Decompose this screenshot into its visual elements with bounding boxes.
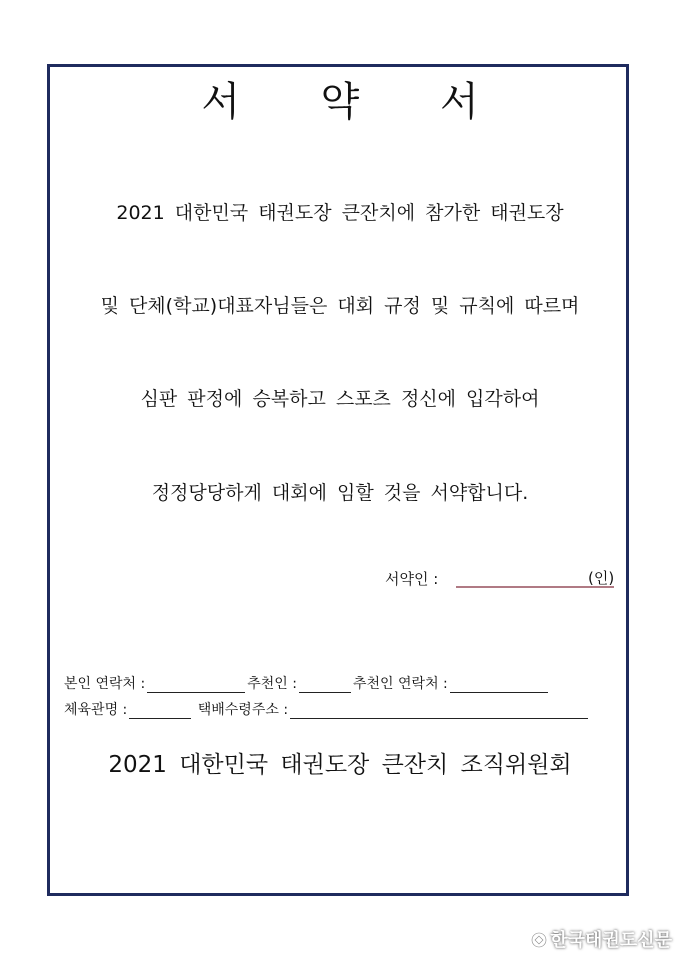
seal-mark: (인) xyxy=(588,569,615,587)
pledge-line-3: 심판 판정에 승복하고 스포츠 정신에 입각하여 xyxy=(140,388,540,410)
recommender-contact-label: 추천인 연락처 : xyxy=(353,676,448,692)
contact-label: 본인 연락처 : xyxy=(64,676,146,692)
gym-name-label: 체육관명 : xyxy=(64,702,128,718)
pledge-line-4: 정정당당하게 대회에 임할 것을 서약합니다. xyxy=(151,482,529,504)
recommender-contact-blank[interactable] xyxy=(450,678,548,693)
fields-row-1 xyxy=(64,673,550,693)
document-title: 서 약 서 xyxy=(201,79,513,125)
contact-blank[interactable] xyxy=(147,678,245,693)
recommender-label: 추천인 : xyxy=(247,676,297,692)
watermark-text: 한국태권도신문 xyxy=(550,930,672,951)
recommender-blank[interactable] xyxy=(299,678,351,693)
organizer-name: 2021 대한민국 태권도장 큰잔치 조직위원회 xyxy=(108,752,572,778)
pledge-line-2: 및 단체(학교)대표자님들은 대회 규정 및 규칙에 따르며 xyxy=(100,295,580,317)
delivery-address-blank[interactable] xyxy=(290,704,588,719)
gym-name-blank[interactable] xyxy=(129,704,191,719)
signer-label: 서약인 : xyxy=(385,570,439,588)
fields-row-2 xyxy=(64,699,590,719)
watermark xyxy=(530,926,672,952)
delivery-address-label: 택배수령주소 : xyxy=(197,702,289,718)
newspaper-logo-icon xyxy=(530,931,548,949)
pledge-line-1: 2021 대한민국 태권도장 큰잔치에 참가한 태권도장 xyxy=(116,202,564,224)
